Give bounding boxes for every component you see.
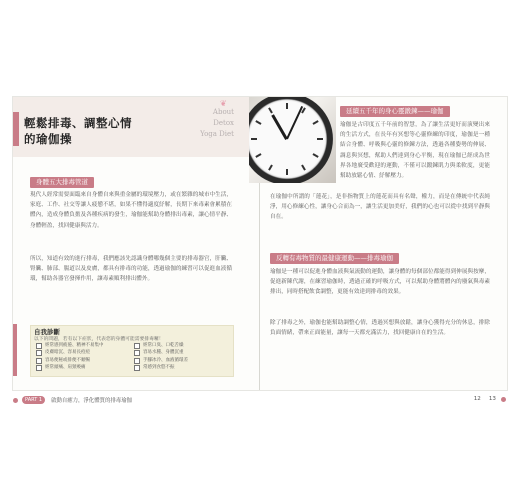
footer-chapter-title: 啟動自癒力，淨化體質的排毒瑜伽 <box>51 398 132 404</box>
check-item[interactable]: 容易水腫、身體沉重 <box>134 349 188 356</box>
title-accent-bar <box>13 112 19 146</box>
butterfly-icon: ❦ <box>220 99 227 108</box>
self-check-title: 自我診斷 <box>34 328 60 336</box>
check-item[interactable]: 皮膚暗沉、容易長痘痘 <box>36 349 104 356</box>
checkbox-icon <box>36 365 42 371</box>
section3-body-2: 除了排毒之外，瑜伽也能幫助調整心情，透過冥想與放鬆，讓身心獲得充分的休息，排除負面情緒，帶來正面能量，讓每一天都充滿活力，找回健康自在的生活。 <box>270 320 490 337</box>
checkbox-icon <box>36 350 42 356</box>
self-check-description: 以下的問題，若有以下症狀，代表您的身體可能需要排毒囉！ <box>34 337 164 342</box>
check-item[interactable]: 容易便秘或排便不順暢 <box>36 357 104 364</box>
wall-clock-icon <box>249 97 333 183</box>
english-subtitle: About Detox Yoga Diet <box>200 108 234 138</box>
check-item[interactable]: 經常感到疲倦、精神不易集中 <box>36 342 104 349</box>
section1-body-2: 所以，知道有效的進行排毒，我們應該先認識身體哪幾個主要的排毒器官，肝臟、腎臟、肺部、腸道以及皮膚，都具有排毒的功能，透過瑜伽的練習可以促進血液循環，幫助各器官發揮作用，讓毒素順利排出體外。 <box>30 256 232 283</box>
page-title: 輕鬆排毒、調整心情 的瑜伽操 <box>24 116 132 146</box>
section1-body: 現代人經常需要面臨來自身體自來與重金屬的環境壓力，或在繁雜的城市中生活，家庭、工作、社交等讓人疲憊不堪，如果不懂得適度紓解，長期下來毒素會累積在體內，造成身體負擔及各種疾病的發生，瑜伽能幫助身體排出毒素，讓心情平靜、身體輕盈，找回健康與活力。 <box>30 192 232 229</box>
check-side-bar <box>13 324 17 376</box>
page-number-right: 13 <box>488 396 496 402</box>
checkbox-icon <box>134 343 140 349</box>
checkbox-icon <box>36 343 42 349</box>
checkbox-icon <box>36 358 42 364</box>
checkbox-icon <box>134 358 140 364</box>
section2-body-2: 在瑜伽中所謂的「蓮花」，是非指物質上的蓮花而具有名聲，權力，而是在傳統中代表純淨，用心修練心性，讓身心合而為一，讓生活更加美好，我們的心也可以從中找到平靜與自在。 <box>270 194 490 221</box>
check-item[interactable]: 經常頭痛、肩頸痠痛 <box>36 364 104 371</box>
section-heading-yoga-history: 延續五千年的身心靈鍛鍊——瑜伽 <box>340 106 450 117</box>
bullet-icon <box>13 398 18 403</box>
clock-photo <box>249 97 336 183</box>
section-heading-detox-channels: 身體五大排毒管道 <box>30 177 94 188</box>
checkbox-icon <box>134 350 140 356</box>
check-list-left <box>36 342 104 372</box>
footer-right <box>466 396 506 402</box>
page-number-left: 12 <box>473 396 481 402</box>
check-item[interactable]: 經常口臭、口乾舌燥 <box>134 342 188 349</box>
section-heading-detox-yoga: 反轉有毒物質的最健康運動——排毒瑜伽 <box>270 253 399 264</box>
part-badge: PART 1 <box>22 396 45 404</box>
check-list-right <box>134 342 188 372</box>
check-item[interactable]: 常感到食慾不振 <box>134 364 188 371</box>
checkbox-icon <box>134 365 140 371</box>
footer-left <box>13 396 132 404</box>
check-item[interactable]: 手腳冰冷、血液循環差 <box>134 357 188 364</box>
section3-body: 瑜伽是一種可以促進身體血液與氣流動的運動，讓身體的每個部位都能得到伸展與按摩，促進新陳代謝，在練習瑜伽時，透過正確的呼吸方式，可以幫助身體將體內的廢氣與毒素排出，同時搭配飲食調整，更能有效達到排毒的效果。 <box>270 269 490 296</box>
section2-body: 瑜伽是古印度五千年前的智慧，為了讓生活更好而演變出來的生活方式，在長年有冥想等心靈修練的印度，瑜伽是一種結合身體、呼吸與心靈的修鍊方法，透過各種姿勢的伸展、調息與冥想，幫助人們達到身心平衡，現在瑜伽已經成為世界各地廣受歡迎的運動，不僅可以鍛鍊肌力與柔軟度，更能幫助放鬆心情、紓解壓力。 <box>340 122 490 180</box>
bullet-icon <box>501 397 506 402</box>
